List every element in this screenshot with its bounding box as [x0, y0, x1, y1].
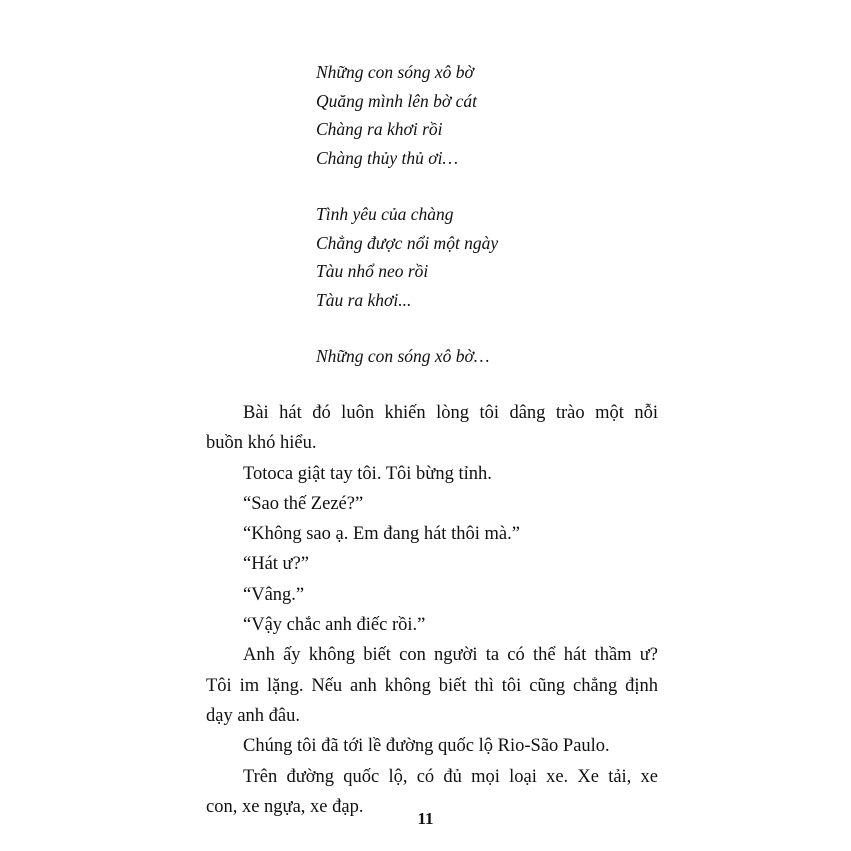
poem-line: Tàu nhổ neo rồi	[316, 261, 429, 281]
paragraph	[206, 459, 658, 489]
paragraph-line: Totoca giật tay tôi. Tôi bừng tỉnh.	[243, 463, 492, 484]
dialogue-line	[206, 519, 658, 549]
poem-line: Tình yêu của chàng	[316, 204, 454, 224]
dialogue-line	[206, 580, 658, 610]
poem-line: Chàng ra khơi rồi	[316, 119, 443, 139]
paragraph-line: “Không sao ạ. Em đang hát thôi mà.”	[243, 524, 520, 545]
paragraph-line: “Vậy chắc anh điếc rồi.”	[243, 615, 426, 636]
paragraph	[206, 731, 658, 761]
paragraph	[206, 640, 658, 731]
poem-stanza-2	[316, 200, 676, 314]
paragraph-line: “Vâng.”	[243, 584, 305, 605]
paragraph-line: buồn khó hiểu.	[206, 433, 317, 454]
paragraph-line: Bài hát đó luôn khiến lòng tôi dâng trào một nỗi	[243, 403, 658, 423]
paragraph-line: “Hát ư?”	[243, 554, 309, 575]
paragraph-line: Chúng tôi đã tới lề đường quốc lộ Rio-São Paulo.	[243, 736, 610, 757]
paragraph-line: Tôi im lặng. Nếu anh không biết thì tôi cũng chẳng định	[206, 675, 658, 696]
paragraph-line: “Sao thế Zezé?”	[243, 493, 364, 514]
paragraph-line: con, xe ngựa, xe đạp.	[206, 796, 364, 817]
poem-line: Những con sóng xô bờ	[316, 62, 474, 82]
page-number: 11	[417, 809, 434, 828]
dialogue-line	[206, 610, 658, 640]
dialogue-line	[206, 489, 658, 519]
dialogue-line	[206, 549, 658, 579]
poem-line: Những con sóng xô bờ…	[316, 346, 490, 366]
paragraph-line: Trên đường quốc lộ, có đủ mọi loại xe. Xe tải, xe	[243, 766, 658, 787]
poem-line: Tàu ra khơi...	[316, 289, 412, 310]
paragraph-line: Anh ấy không biết con người ta có thể hát thầm ư?	[243, 645, 658, 666]
poem-line: Chẳng được nổi một ngày	[316, 232, 499, 253]
paragraph	[206, 398, 658, 459]
paragraph-line: dạy anh đâu.	[206, 705, 301, 726]
prose-body	[206, 398, 658, 822]
poem-stanza-1	[316, 58, 676, 172]
poem-line: Quăng mình lên bờ cát	[316, 90, 477, 111]
poem	[316, 58, 676, 399]
poem-line: Chàng thủy thủ ơi…	[316, 147, 459, 168]
poem-stanza-3	[316, 342, 676, 371]
